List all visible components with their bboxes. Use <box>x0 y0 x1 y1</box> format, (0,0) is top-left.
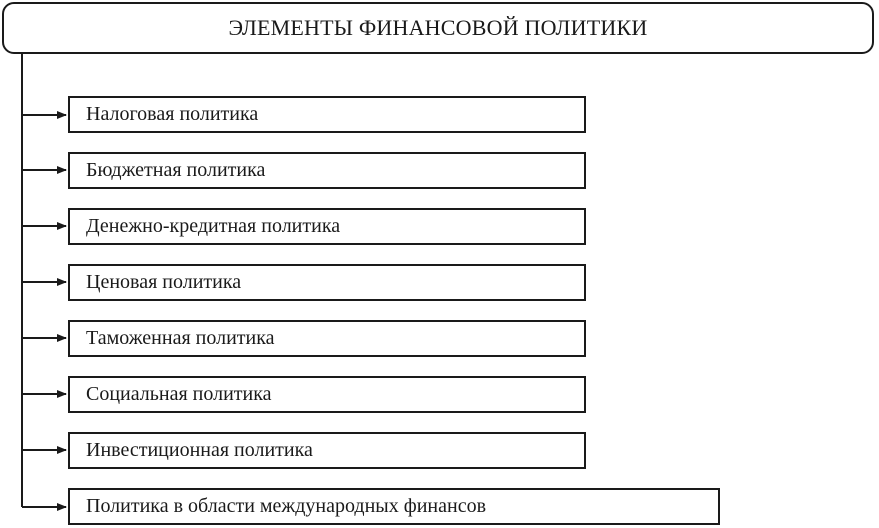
element-label: Бюджетная политика <box>86 159 266 181</box>
element-box-international-finance-policy <box>68 488 720 525</box>
element-label: Налоговая политика <box>86 103 259 125</box>
element-box-monetary-policy <box>68 208 586 245</box>
element-label: Ценовая политика <box>86 271 242 293</box>
element-box-price-policy <box>68 264 586 301</box>
element-box-investment-policy <box>68 432 586 469</box>
diagram-title: ЭЛЕМЕНТЫ ФИНАНСОВОЙ ПОЛИТИКИ <box>228 15 648 40</box>
element-label: Таможенная политика <box>86 327 275 349</box>
element-label: Инвестиционная политика <box>86 439 313 461</box>
element-box-social-policy <box>68 376 586 413</box>
element-box-budget-policy <box>68 152 586 189</box>
element-label: Социальная политика <box>86 383 272 405</box>
element-label: Политика в области международных финансов <box>86 495 487 517</box>
element-box-customs-policy <box>68 320 586 357</box>
element-box-tax-policy <box>68 96 586 133</box>
diagram-title-box <box>2 2 874 54</box>
element-label: Денежно-кредитная политика <box>86 215 341 237</box>
